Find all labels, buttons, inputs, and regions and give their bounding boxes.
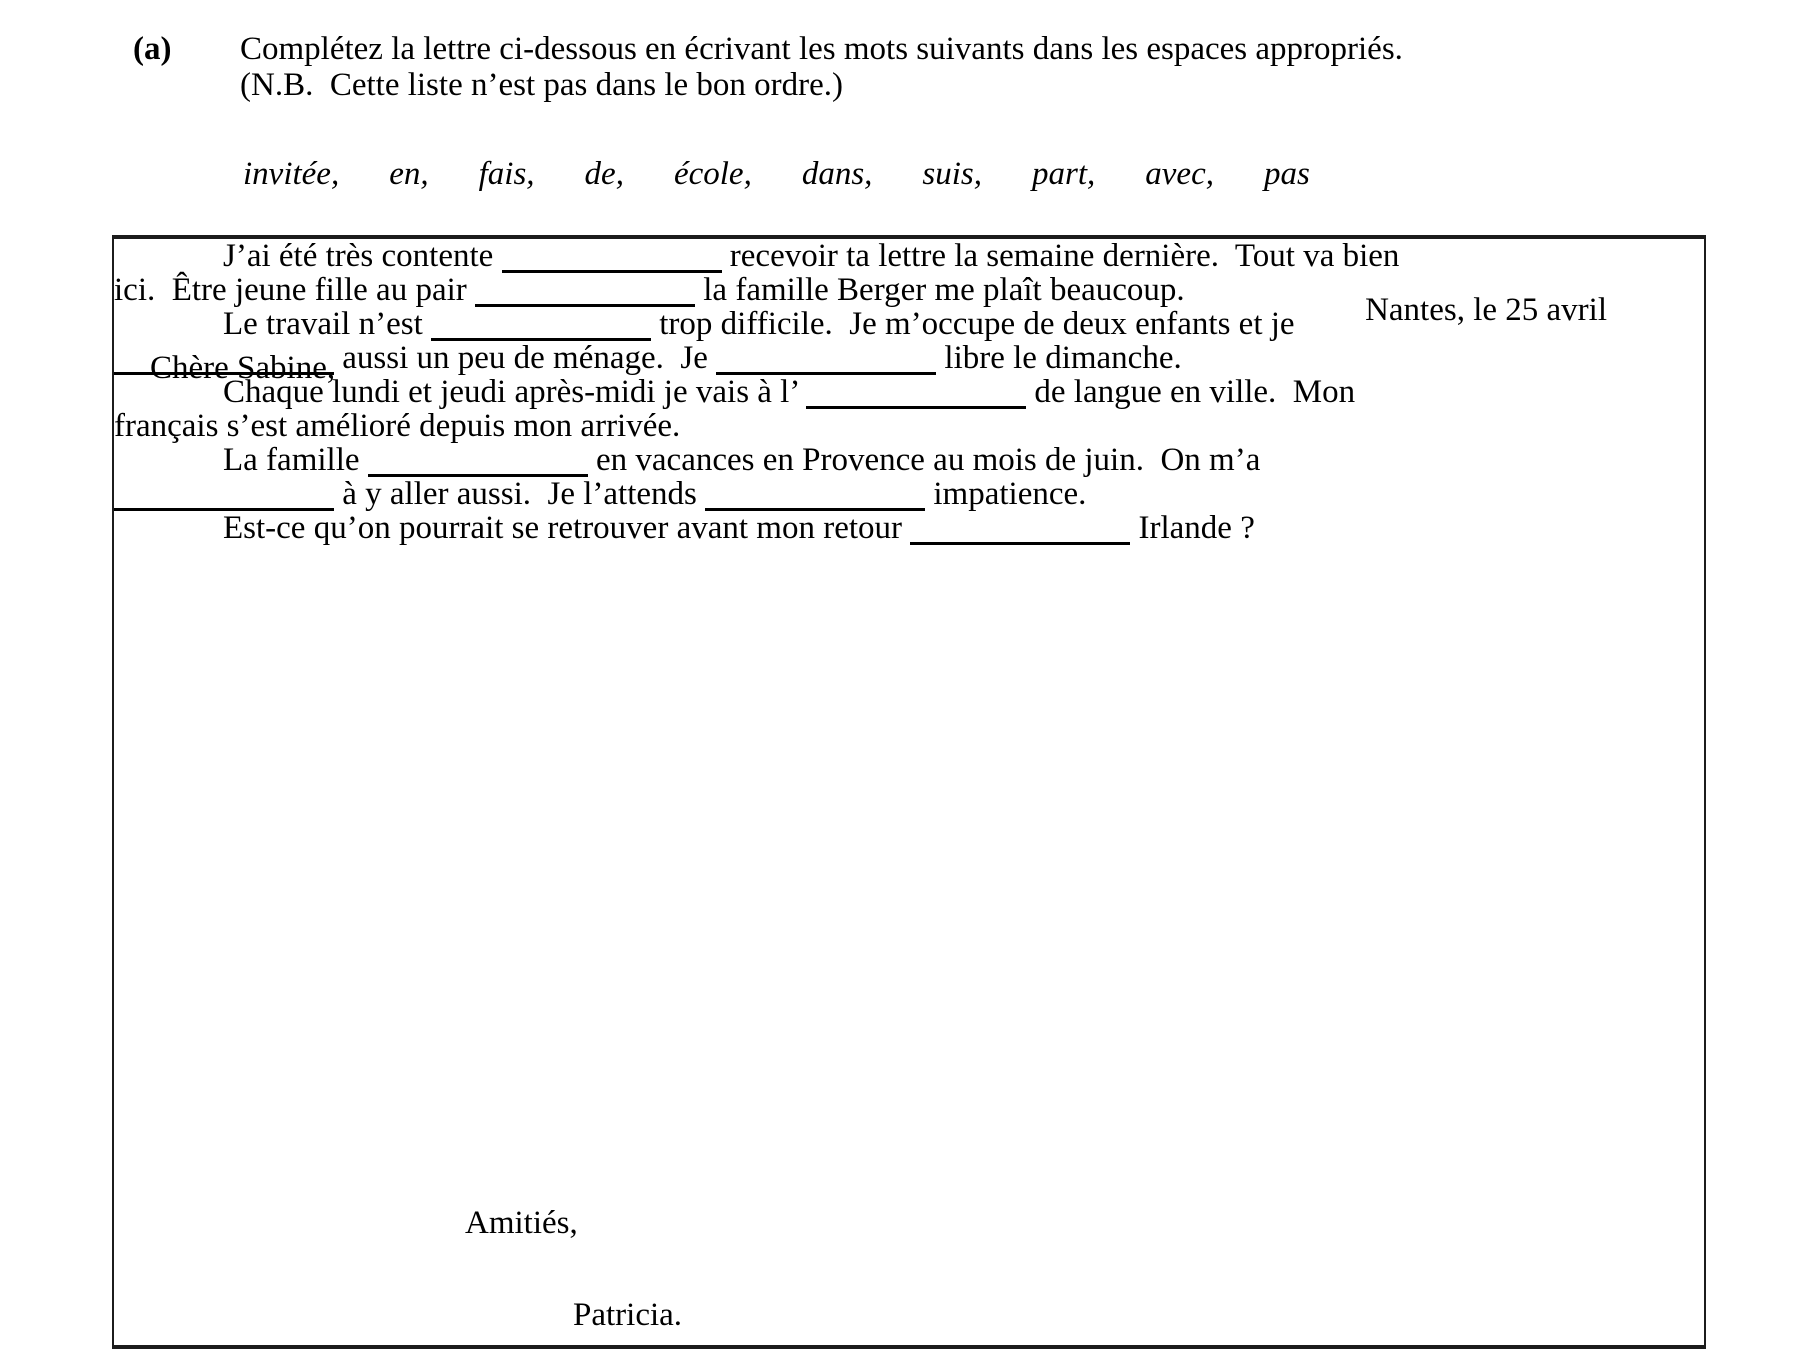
fill-in-blank xyxy=(705,498,925,511)
fill-in-blank xyxy=(910,532,1130,545)
fill-in-blank xyxy=(114,362,334,375)
letter-text: libre le dimanche. xyxy=(936,340,1182,376)
fill-in-blank xyxy=(806,396,1026,409)
letter-text: La famille xyxy=(223,442,368,478)
letter-closing: Amitiés, xyxy=(465,1205,578,1241)
letter-text: à y aller aussi. Je l’attends xyxy=(334,476,706,512)
fill-in-blank xyxy=(716,362,936,375)
word-bank-item: avec, xyxy=(1145,156,1214,192)
letter-text: aussi un peu de ménage. Je xyxy=(334,340,717,376)
word-bank-item: pas xyxy=(1263,156,1310,192)
letter-line xyxy=(114,409,1399,443)
letter-signature: Patricia. xyxy=(573,1297,683,1333)
letter-text: la famille Berger me plaît beaucoup. xyxy=(695,272,1185,308)
letter-text: recevoir ta lettre la semaine dernière. Tout va bien xyxy=(721,238,1400,274)
letter-line xyxy=(114,375,1399,409)
word-bank-item: de, xyxy=(584,156,624,192)
letter-text: Chaque lundi et jeudi après-midi je vais à l’ xyxy=(223,374,807,410)
letter-text: J’ai été très contente xyxy=(223,238,502,274)
word-bank xyxy=(243,156,1310,193)
letter-line xyxy=(114,307,1399,341)
letter-line xyxy=(114,511,1399,545)
word-bank-item: en, xyxy=(389,156,429,192)
letter-box xyxy=(112,235,1706,1349)
letter-text: Le travail n’est xyxy=(223,306,431,342)
letter-line xyxy=(114,443,1399,477)
letter-line xyxy=(114,273,1399,307)
fill-in-blank xyxy=(431,328,651,341)
instruction-block xyxy=(240,31,1403,103)
letter-text: de langue en ville. Mon xyxy=(1026,374,1356,410)
word-bank-item: dans, xyxy=(801,156,873,192)
letter-text: impatience. xyxy=(925,476,1087,512)
letter-text: en vacances en Provence au mois de juin. On m’a xyxy=(587,442,1261,478)
letter-text: français s’est amélioré depuis mon arrivée. xyxy=(114,408,681,444)
word-bank-item: invitée, xyxy=(243,156,340,192)
letter-text: ici. Être jeune fille au pair xyxy=(114,272,476,308)
letter-body xyxy=(114,239,1399,545)
fill-in-blank xyxy=(114,498,334,511)
word-bank-item: école, xyxy=(673,156,752,192)
fill-in-blank xyxy=(475,294,695,307)
letter-dateline: Nantes, le 25 avril xyxy=(1365,292,1607,328)
letter-line xyxy=(114,341,1399,375)
fill-in-blank xyxy=(368,464,588,477)
letter-line xyxy=(114,477,1399,511)
letter-salutation: Chère Sabine, xyxy=(150,350,336,386)
letter-line xyxy=(114,239,1399,273)
word-bank-item: part, xyxy=(1032,156,1096,192)
letter-text: Irlande ? xyxy=(1130,510,1255,546)
fill-in-blank xyxy=(502,260,722,273)
letter-text: Est-ce qu’on pourrait se retrouver avant mon retour xyxy=(223,510,911,546)
question-label: (a) xyxy=(133,31,172,67)
instruction-line-2: (N.B. Cette liste n’est pas dans le bon ordre.) xyxy=(240,67,844,103)
instruction-line-1: Complétez la lettre ci-dessous en écrivant les mots suivants dans les espaces appropriés. xyxy=(240,31,1403,67)
letter-text: trop difficile. Je m’occupe de deux enfants et je xyxy=(651,306,1295,342)
word-bank-item: fais, xyxy=(478,156,535,192)
word-bank-item: suis, xyxy=(922,156,983,192)
